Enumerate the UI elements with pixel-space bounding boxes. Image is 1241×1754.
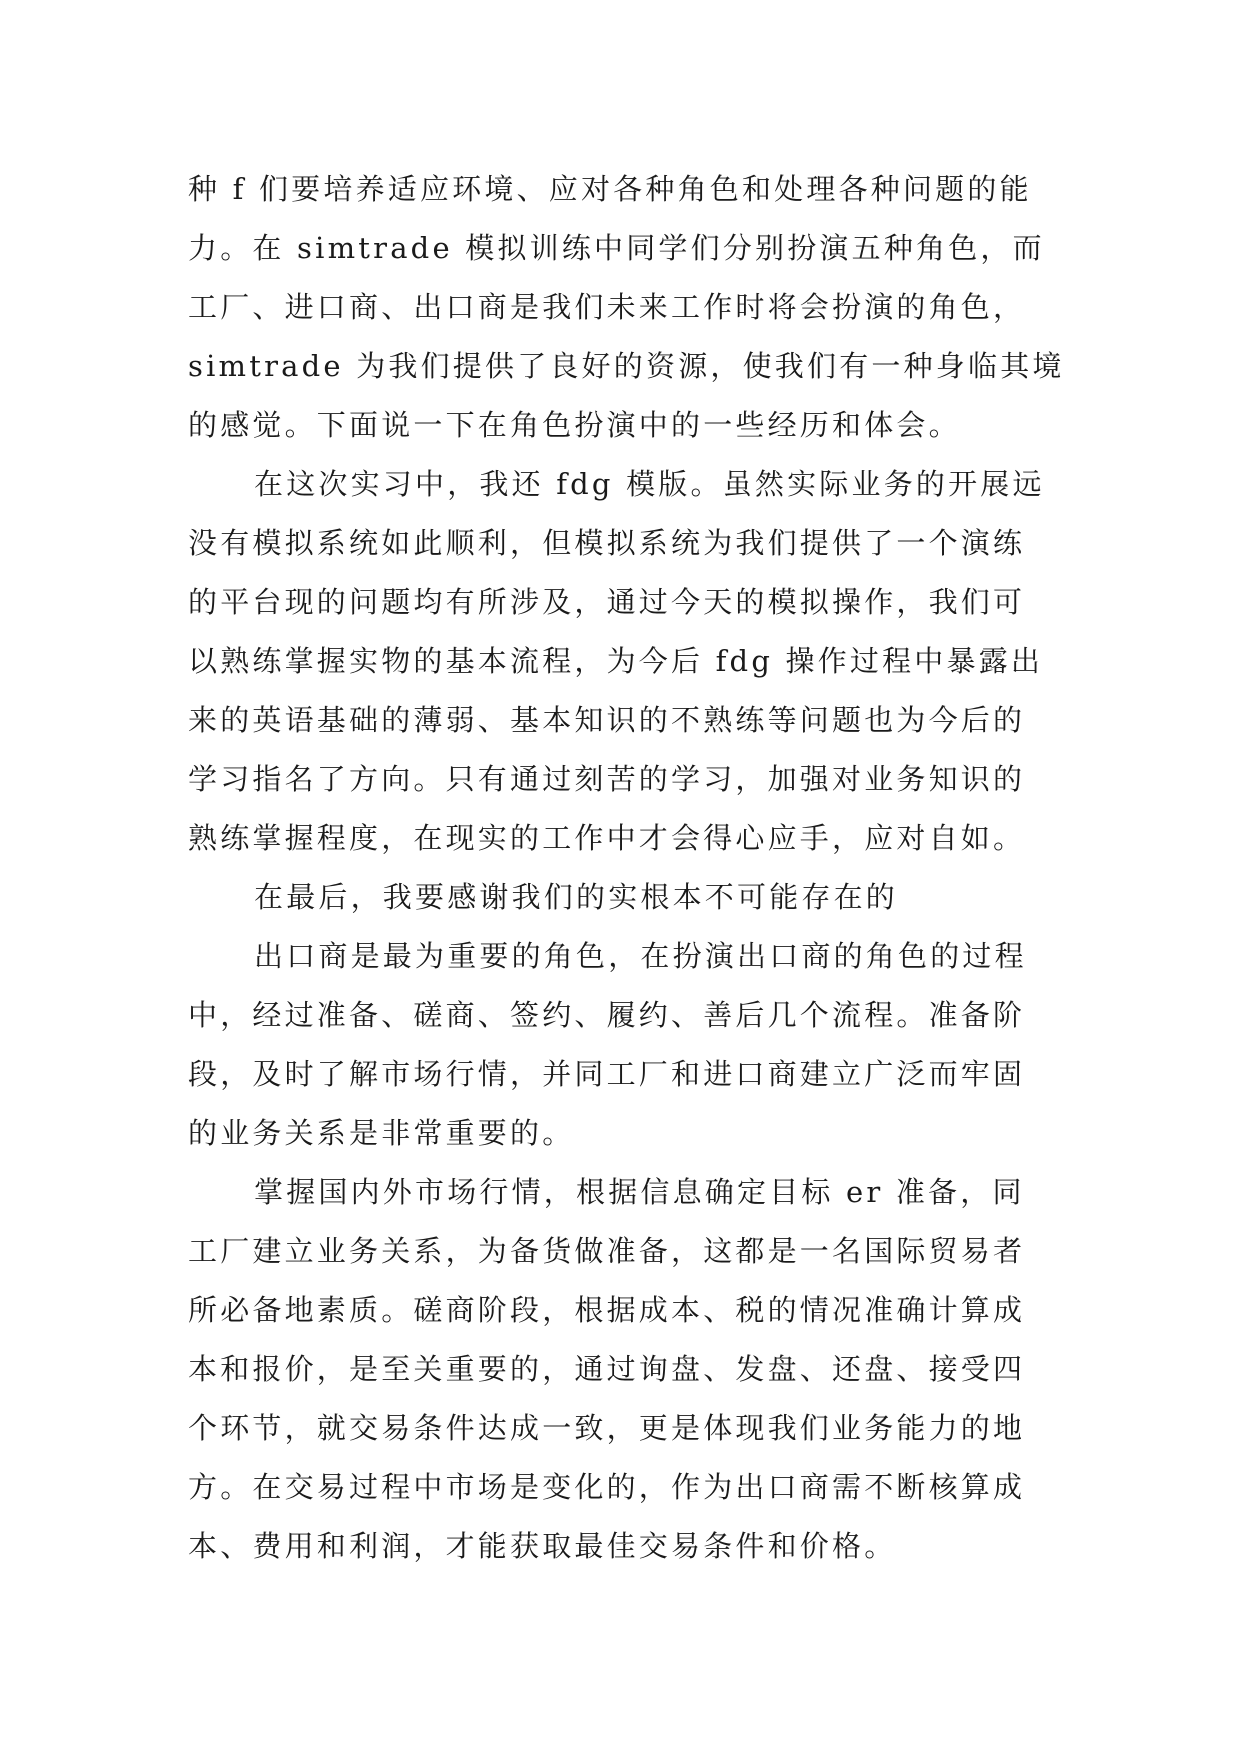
paragraph-line: 工厂建立业务关系，为备货做准备，这都是一名国际贸易者 <box>188 1234 1026 1268</box>
paragraph-line: 来的英语基础的薄弱、基本知识的不熟练等问题也为今后的 <box>188 703 1026 737</box>
paragraph-line: 的平台现的问题均有所涉及，通过今天的模拟操作，我们可 <box>188 585 1026 619</box>
paragraph-line: 工厂、进口商、出口商是我们未来工作时将会扮演的角色， <box>188 290 1026 324</box>
paragraph-first-line: 出口商是最为重要的角色，在扮演出口商的角色的过程 <box>254 939 1027 973</box>
paragraph-line: 本和报价，是至关重要的，通过询盘、发盘、还盘、接受四 <box>188 1352 1026 1386</box>
paragraph-line: 个环节，就交易条件达成一致，更是体现我们业务能力的地 <box>188 1411 1026 1445</box>
paragraph-line: 的业务关系是非常重要的。 <box>188 1116 575 1150</box>
paragraph-line: 熟练掌握程度，在现实的工作中才会得心应手，应对自如。 <box>188 821 1026 855</box>
paragraph-line: 学习指名了方向。只有通过刻苦的学习，加强对业务知识的 <box>188 762 1026 796</box>
paragraph-line: 本、费用和利润，才能获取最佳交易条件和价格。 <box>188 1529 897 1563</box>
paragraph-line: 方。在交易过程中市场是变化的，作为出口商需不断核算成 <box>188 1470 1026 1504</box>
paragraph-line: 力。在 simtrade 模拟训练中同学们分别扮演五种角色，而 <box>188 231 1045 265</box>
paragraph-line: 段，及时了解市场行情，并同工厂和进口商建立广泛而牢固 <box>188 1057 1026 1091</box>
paragraph-line: 中，经过准备、磋商、签约、履约、善后几个流程。准备阶 <box>188 998 1026 1032</box>
paragraph-line: simtrade 为我们提供了良好的资源，使我们有一种身临其境 <box>188 349 1065 383</box>
paragraph-line: 没有模拟系统如此顺利，但模拟系统为我们提供了一个演练 <box>188 526 1026 560</box>
paragraph-line: 种 f 们要培养适应环境、应对各种角色和处理各种问题的能 <box>188 172 1032 206</box>
paragraph-first-line: 掌握国内外市场行情，根据信息确定目标 er 准备，同 <box>254 1175 1025 1209</box>
paragraph-line: 所必备地素质。磋商阶段，根据成本、税的情况准确计算成 <box>188 1293 1026 1327</box>
paragraph-line: 以熟练掌握实物的基本流程，为今后 fdg 操作过程中暴露出 <box>188 644 1044 678</box>
paragraph-first-line: 在这次实习中，我还 fdg 模版。虽然实际业务的开展远 <box>254 467 1045 501</box>
document-body <box>188 160 1068 1576</box>
paragraph-line: 的感觉。下面说一下在角色扮演中的一些经历和体会。 <box>188 408 961 442</box>
paragraph-first-line: 在最后，我要感谢我们的实根本不可能存在的 <box>254 880 899 914</box>
